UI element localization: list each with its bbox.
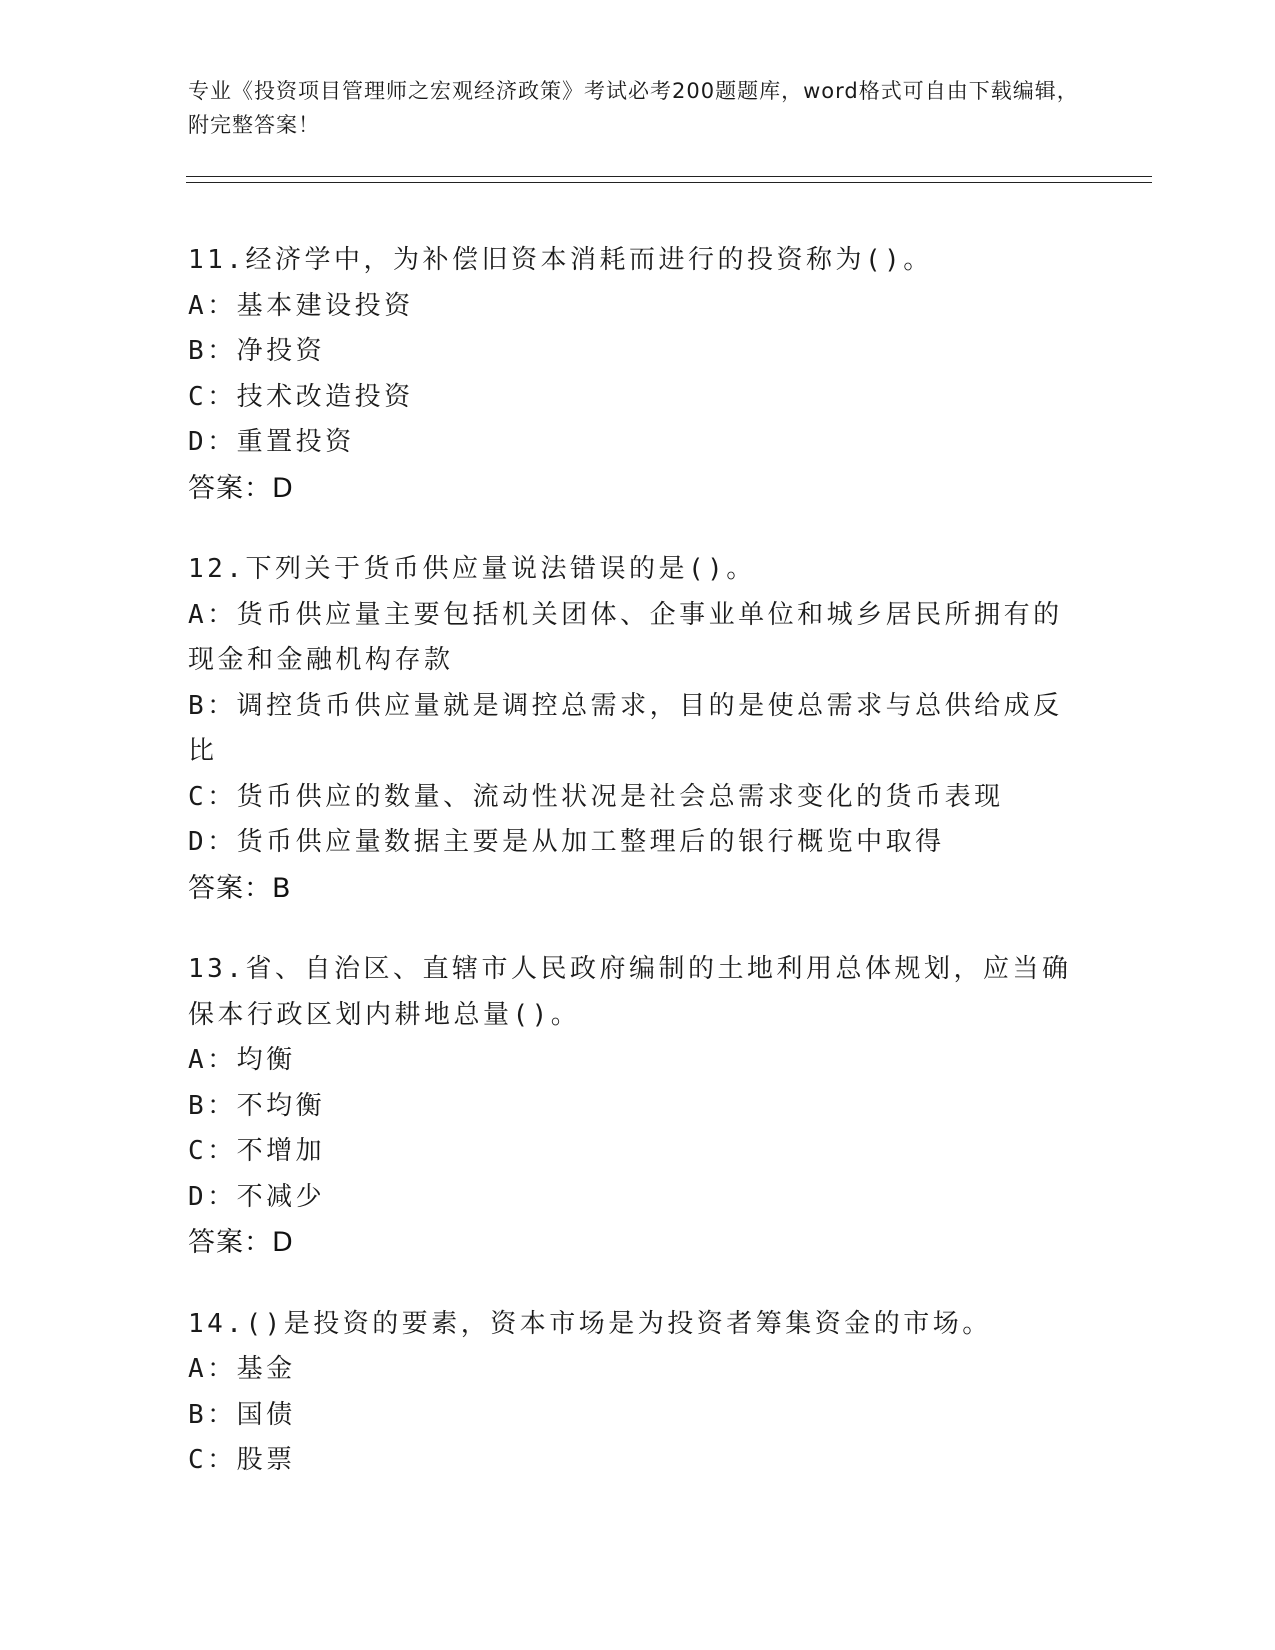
option-a (188, 284, 1088, 330)
option-text: 净投资 (236, 336, 326, 366)
option-text: 重置投资 (236, 427, 355, 457)
option-text: 基本建设投资 (236, 290, 414, 321)
option-key: A： (188, 599, 237, 630)
option-c (188, 775, 1088, 821)
question-stem: 12.下列关于货币供应量说法错误的是()。 (188, 554, 756, 584)
header-divider-top (186, 176, 1152, 177)
answer-line: 答案：B (188, 872, 292, 904)
option-key: C： (188, 1136, 237, 1166)
option-text: 调控货币供应量就是调控总需求，目的是使总需求与总供给成反比 (188, 690, 1063, 766)
option-text: 货币供应的数量、流动性状况是社会总需求变化的货币表现 (236, 781, 1004, 812)
option-b (188, 329, 1088, 375)
document-intro: 专业《投资项目管理师之宏观经济政策》考试必考200题题库，word格式可自由下载编辑，附完整答案！ (188, 79, 1079, 137)
option-key: A： (188, 1354, 237, 1384)
answer-line: 答案：D (188, 472, 294, 504)
option-c (188, 1129, 1088, 1175)
option-key: A： (188, 290, 237, 321)
option-b (188, 684, 1088, 775)
option-text: 货币供应量数据主要是从加工整理后的银行概览中取得 (236, 827, 945, 857)
option-key: A： (188, 1045, 237, 1075)
question-stem: 11.经济学中，为补偿旧资本消耗而进行的投资称为()。 (188, 245, 933, 275)
question-11 (188, 238, 1088, 511)
option-key: C： (188, 1445, 237, 1475)
question-stem: 14.()是投资的要素，资本市场是为投资者筹集资金的市场。 (188, 1308, 992, 1339)
option-key: C： (188, 781, 237, 812)
question-stem: 13.省、自治区、直辖市人民政府编制的土地利用总体规划，应当确保本行政区划内耕地总量()。 (188, 954, 1072, 1030)
question-14 (188, 1302, 1088, 1484)
option-key: D： (188, 427, 237, 457)
question-12 (188, 547, 1088, 911)
answer-line: 答案：D (188, 1227, 294, 1258)
option-text: 不均衡 (236, 1090, 326, 1121)
option-a (188, 1038, 1088, 1084)
header-divider-bottom (186, 182, 1152, 183)
option-key: B： (188, 1399, 237, 1430)
option-text: 基金 (236, 1354, 296, 1384)
option-c (188, 1438, 1088, 1484)
option-a (188, 1347, 1088, 1393)
option-text: 技术改造投资 (236, 381, 414, 412)
option-text: 不减少 (236, 1181, 326, 1212)
option-key: D： (188, 827, 237, 857)
option-b (188, 1084, 1088, 1130)
option-key: D： (188, 1181, 237, 1212)
option-b (188, 1393, 1088, 1439)
question-13 (188, 947, 1088, 1266)
option-text: 货币供应量主要包括机关团体、企事业单位和城乡居民所拥有的现金和金融机构存款 (188, 599, 1063, 675)
option-d (188, 1175, 1088, 1221)
question-list (188, 238, 1088, 1520)
option-text: 国债 (236, 1399, 296, 1430)
option-text: 均衡 (236, 1045, 296, 1075)
option-c (188, 375, 1088, 421)
option-key: C： (188, 381, 237, 412)
option-d (188, 820, 1088, 866)
option-key: B： (188, 690, 237, 721)
option-text: 不增加 (236, 1136, 326, 1166)
option-key: B： (188, 336, 237, 366)
option-key: B： (188, 1090, 237, 1121)
option-d (188, 420, 1088, 466)
option-text: 股票 (236, 1445, 296, 1475)
option-a (188, 593, 1088, 684)
